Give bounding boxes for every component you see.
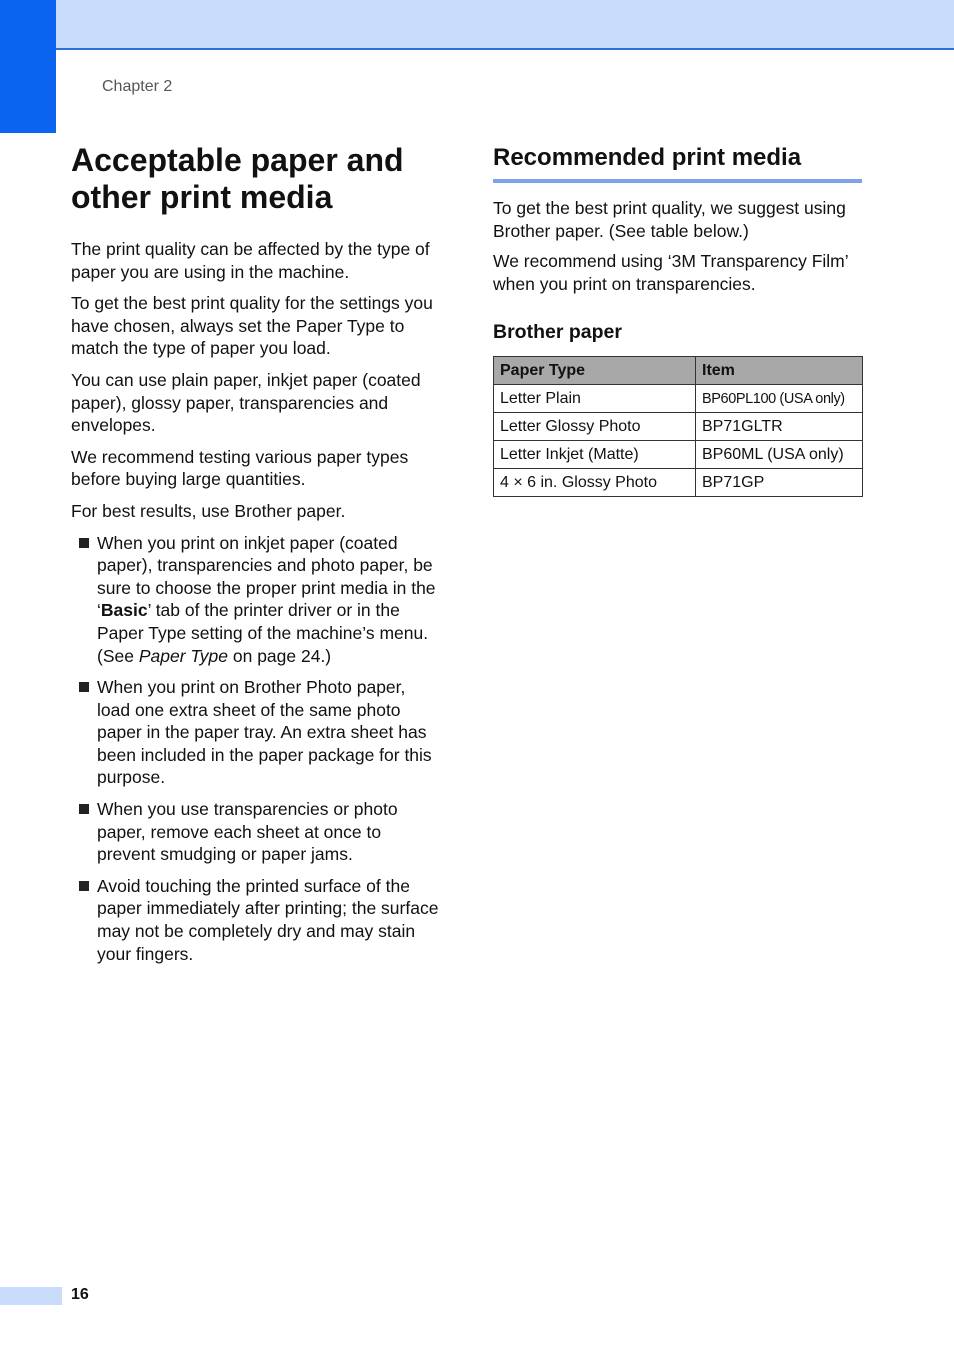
bullet-text: on page 24.) <box>228 645 332 666</box>
table-row <box>494 441 863 469</box>
table-cell: Letter Plain <box>494 385 696 413</box>
bullet-text: When you use transparencies or photo paper, remove each sheet at once to prevent smudging or paper jams. <box>97 799 398 865</box>
column-header: Paper Type <box>494 357 696 385</box>
paragraph: The print quality can be affected by the type of paper you are using in the machine. <box>71 239 430 282</box>
list-item <box>71 875 441 965</box>
table-cell: Letter Glossy Photo <box>494 413 696 441</box>
right-column <box>493 143 862 497</box>
table-row <box>494 385 863 413</box>
page-title: Acceptable paper and other print media <box>71 142 404 215</box>
table-row <box>494 469 863 497</box>
list-item <box>71 532 441 668</box>
bullet-text: When you print on inkjet paper (coated paper), transparencies and photo paper, be sure to choose the proper print media in the ‘ <box>97 532 436 621</box>
table-cell: BP60ML (USA only) <box>696 441 863 469</box>
table-cell: BP71GLTR <box>696 413 863 441</box>
list-item <box>71 798 441 866</box>
subsection-title: Brother paper <box>493 321 622 344</box>
table-cell: Letter Inkjet (Matte) <box>494 441 696 469</box>
brother-paper-table <box>493 356 863 497</box>
cross-reference: Paper Type <box>138 645 228 666</box>
table-header-row <box>494 357 863 385</box>
list-item <box>71 676 441 789</box>
square-bullet-icon <box>79 538 89 548</box>
table-cell: BP71GP <box>696 469 863 497</box>
bold-term: Basic <box>100 600 148 621</box>
page-number: 16 <box>71 1286 89 1303</box>
bullet-text: Avoid touching the printed surface of the paper immediately after printing; the surface may not be completely dry and may stain your fingers. <box>97 875 439 964</box>
paragraph: We recommend testing various paper types before buying large quantities. <box>71 446 409 490</box>
paragraph: For best results, use Brother paper. <box>71 500 346 521</box>
paragraph: To get the best print quality, we suggest using Brother paper. (See table below.) <box>493 198 846 241</box>
chapter-tab-marker <box>0 0 56 133</box>
paragraph: We recommend using ‘3M Transparency Film’ when you print on transparencies. <box>493 251 848 294</box>
square-bullet-icon <box>79 804 89 814</box>
left-column <box>71 142 441 974</box>
paragraph: You can use plain paper, inkjet paper (coated paper), glossy paper, transparencies and envelopes. <box>71 369 421 436</box>
bullet-text: ’ tab of the printer driver or in the Paper Type setting of the machine’s menu. (See <box>97 600 429 666</box>
table-cell: 4 × 6 in. Glossy Photo <box>494 469 696 497</box>
page-number-tab <box>0 1287 62 1305</box>
table-row <box>494 413 863 441</box>
tips-list <box>71 532 441 966</box>
square-bullet-icon <box>79 682 89 692</box>
paragraph: To get the best print quality for the settings you have chosen, always set the Paper Type to match the type of paper you load. <box>71 293 433 359</box>
header-band <box>0 0 954 50</box>
chapter-label: Chapter 2 <box>102 78 173 95</box>
table-cell: BP60PL100 (USA only) <box>696 385 863 413</box>
bullet-text: When you print on Brother Photo paper, load one extra sheet of the same photo paper in the paper tray. An extra sheet has been included in the paper package for this purpose. <box>97 677 432 788</box>
column-header: Item <box>696 357 863 385</box>
square-bullet-icon <box>79 881 89 891</box>
section-title: Recommended print media <box>493 143 862 183</box>
